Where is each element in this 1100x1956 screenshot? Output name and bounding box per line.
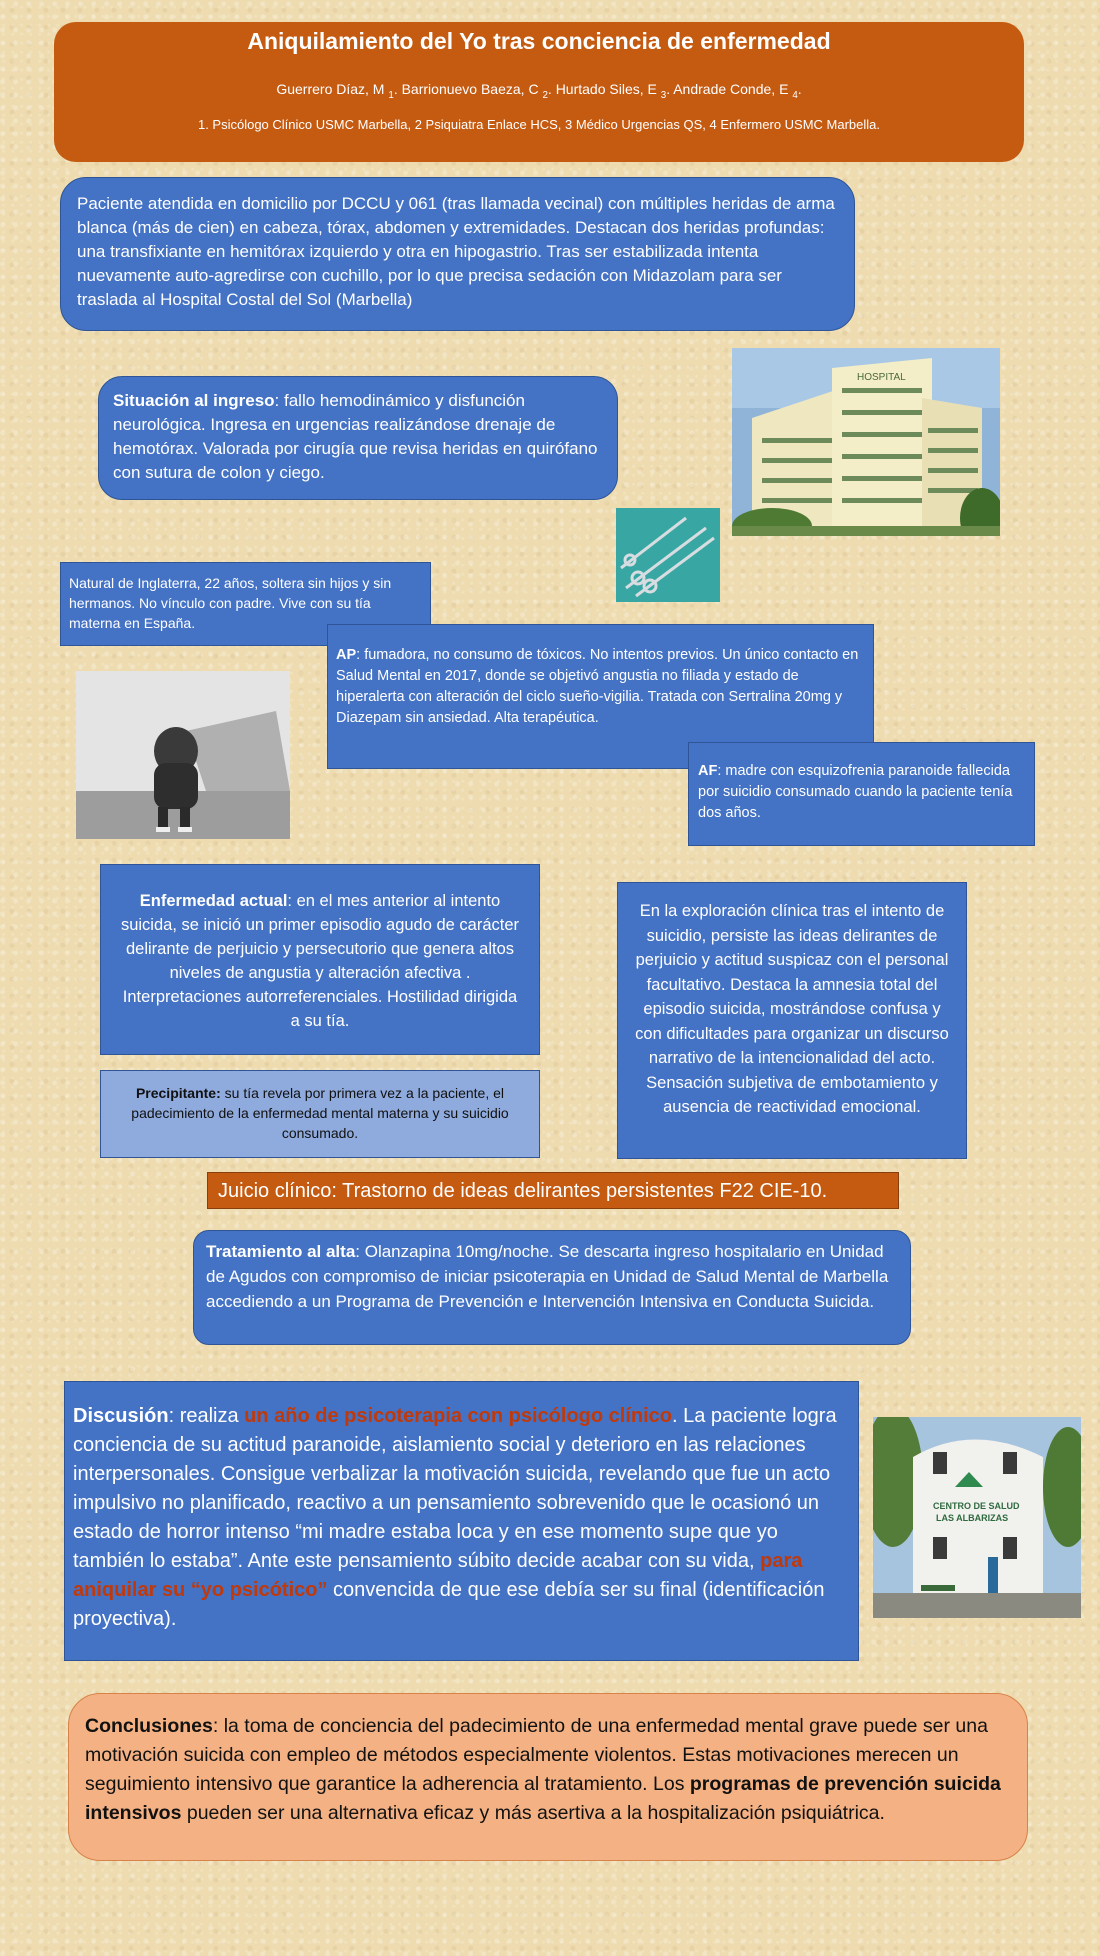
svg-text:CENTRO DE SALUD: CENTRO DE SALUD bbox=[933, 1501, 1020, 1511]
svg-text:HOSPITAL: HOSPITAL bbox=[857, 372, 906, 383]
surgical-instruments-photo bbox=[616, 508, 720, 602]
juicio-box bbox=[207, 1172, 899, 1209]
sad-person-photo bbox=[76, 671, 290, 839]
discusion-highlight-psicoterapia: un año de psicoterapia con psicólogo clínico bbox=[244, 1405, 673, 1427]
precipitante-label: Precipitante: bbox=[135, 1085, 221, 1101]
intro-text: Paciente atendida en domicilio por DCCU y 061 (tras llamada vecinal) con múltiples heridas de arma blanca (más de cien) en cabeza, tórax, abdomen y extremidades. Destacan dos heridas profundas: una transfixiante en hemitórax izquierdo y otra en hipogastrio. Tras ser estabilizada intenta nuevamente auto-agredirse con cuchillo, por lo que precisa sedación con Midazolam para ser traslada al Hospital Costal del Sol (Marbella) bbox=[77, 194, 835, 309]
intro-box bbox=[60, 177, 855, 331]
ap-text: : fumadora, no consumo de tóxicos. No intentos previos. Un único contacto en Salud Mental en 2017, donde se objetivó angustia no filiada y estado de hiperalerta con alteración del ciclo sueño-vigilia. Tratada con Sertralina 20mg y Diazepam sin ansiedad. Alta terapéutica. bbox=[336, 647, 859, 726]
juicio-text: Juicio clínico: Trastorno de ideas delirantes persistentes F22 CIE-10. bbox=[218, 1180, 828, 1202]
discusion-text: . La paciente logra conciencia de su actitud paranoide, aislamiento social y deterioro en las relaciones interpersonales. Consigue verbalizar la motivación suicida, revelando que fue un acto impulsivo no planificado, reactivo a un pensamiento sobrevenido que le ocasionó un estado de horror intenso “mi madre estaba loca y en ese momento supe que yo también lo estaba”. Ante este pensamiento súbito decide acabar con su vida, bbox=[73, 1405, 837, 1572]
author: Hurtado Siles, E $_3$. bbox=[555, 81, 674, 101]
precipitante-box bbox=[100, 1070, 540, 1158]
enfermedad-text: : en el mes anterior al intento suicida, se inició un primer episodio agudo de carácter delirante de perjuicio y persecutorio que genera altos niveles de angustia y alteración afectiva . Interpretaciones autorreferenciales. Hostilidad dirigida a su tía. bbox=[120, 892, 520, 1030]
exploracion-text: En la exploración clínica tras el intento de suicidio, persiste las ideas delirantes de perjuicio y actitud suspicaz con el personal facultativo. Destaca la amnesia total del episodio suicida, mostrándose confusa y con dificultades para organizar un discurso narrativo de la intencionalidad del acto. Sensación subjetiva de embotamiento y ausencia de reactividad emocional. bbox=[635, 902, 949, 1116]
situacion-label: Situación al ingreso bbox=[113, 391, 275, 410]
authors-line bbox=[54, 81, 1024, 101]
af-label: AF bbox=[698, 763, 718, 779]
author: Guerrero Díaz, M $_1$. bbox=[276, 81, 402, 101]
discusion-highlight-yo-psicotico: para aniquilar su “yo psicótico” bbox=[73, 1550, 803, 1601]
discusion-text: : realiza bbox=[168, 1405, 245, 1427]
discusion-label: Discusión bbox=[73, 1405, 169, 1427]
discusion-text: convencida de que ese debía ser su final (identificación proyectiva). bbox=[73, 1579, 825, 1630]
conclusiones-text: : la toma de conciencia del padecimiento de una enfermedad mental grave puede ser una motivación suicida con empleo de métodos especialmente violentos. Estas motivaciones merecen un seguimiento intensivo que garantice la adherencia al tratamiento. Los bbox=[85, 1715, 988, 1795]
tratamiento-box bbox=[193, 1230, 911, 1345]
affiliations: 1. Psicólogo Clínico USMC Marbella, 2 Psiquiatra Enlace HCS, 3 Médico Urgencias QS, 4 Enfermero USMC Marbella. bbox=[197, 116, 881, 132]
author: Andrade Conde, E $_4$. bbox=[673, 81, 802, 101]
tratamiento-label: Tratamiento al alta bbox=[206, 1242, 356, 1261]
conclusiones-label: Conclusiones bbox=[85, 1715, 213, 1737]
ap-label: AP bbox=[336, 647, 357, 663]
discusion-box bbox=[64, 1381, 859, 1661]
svg-text:LAS ALBARIZAS: LAS ALBARIZAS bbox=[936, 1513, 1009, 1523]
tratamiento-text: : Olanzapina 10mg/noche. Se descarta ingreso hospitalario en Unidad de Agudos con compromiso de iniciar psicoterapia en Unidad de Salud Mental de Marbella accediendo a un Programa de Prevención e Intervención Intensiva en Conducta Suicida. bbox=[206, 1242, 889, 1311]
af-box bbox=[688, 742, 1035, 846]
enfermedad-label: Enfermedad actual bbox=[139, 892, 288, 910]
situacion-box bbox=[98, 376, 618, 500]
centro-salud-photo bbox=[873, 1417, 1081, 1618]
conclusiones-bold: programas de prevención suicida intensivos bbox=[85, 1773, 1001, 1824]
natural-text: Natural de Inglaterra, 22 años, soltera sin hijos y sin hermanos. No vínculo con padre. Vive con su tía materna en España. bbox=[69, 575, 392, 631]
exploracion-box bbox=[617, 882, 967, 1159]
hospital-photo bbox=[732, 348, 1000, 536]
conclusiones-text: pueden ser una alternativa eficaz y más asertiva a la hospitalización psiquiátrica. bbox=[181, 1802, 885, 1824]
situacion-text: : fallo hemodinámico y disfunción neurológica. Ingresa en urgencias realizándose drenaje de hemotórax. Valorada por cirugía que revisa heridas en quirófano con sutura de colon y ciego. bbox=[113, 391, 598, 482]
author: Barrionuevo Baeza, C $_2$. bbox=[401, 81, 556, 101]
enfermedad-box bbox=[100, 864, 540, 1055]
precipitante-text: su tía revela por primera vez a la paciente, el padecimiento de la enfermedad mental materna y su suicidio consumado. bbox=[131, 1085, 509, 1141]
af-text: : madre con esquizofrenia paranoide fallecida por suicidio consumado cuando la paciente tenía dos años. bbox=[698, 763, 1013, 821]
conclusiones-box bbox=[68, 1693, 1028, 1861]
poster-title: Aniquilamiento del Yo tras conciencia de enfermedad bbox=[247, 28, 831, 54]
poster-header bbox=[54, 22, 1024, 162]
